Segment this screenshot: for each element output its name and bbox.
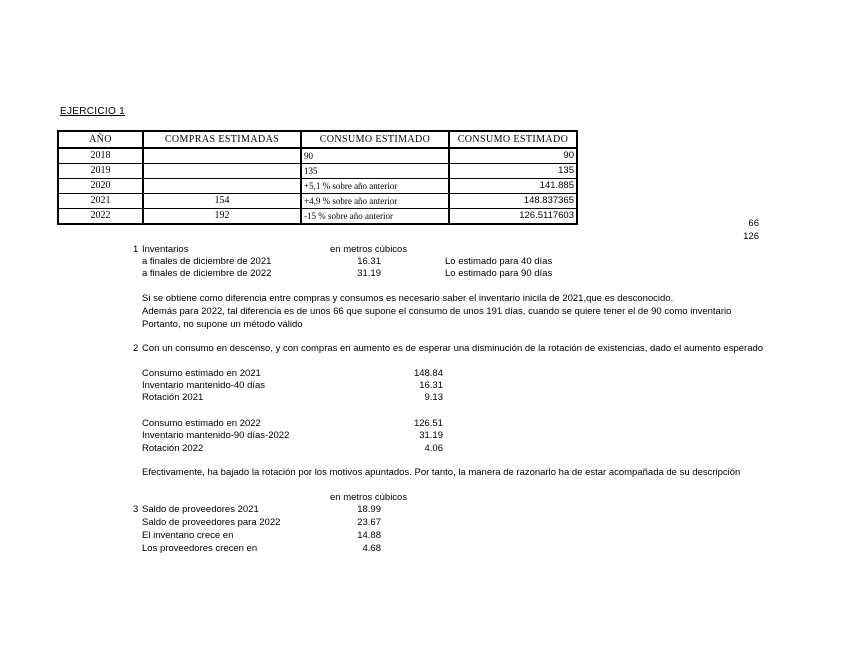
paragraph: Portanto, no supone un método válido — [142, 319, 303, 330]
rotation-row-label: Inventario mantenido-40 días — [142, 380, 266, 391]
inventory-row-value: 16.31 — [357, 256, 381, 267]
supplier-row-label: Saldo de proveedores 2021 — [142, 504, 259, 515]
inventory-label: Inventarios — [142, 244, 189, 255]
cell-year: 2020 — [58, 179, 143, 194]
cell-year: 2022 — [58, 209, 143, 225]
cell-consumption-text: +5,1 % sobre año anterior — [301, 179, 449, 194]
section2-conclusion: Efectivamente, ha bajado la rotación por los motivos apuntados. Por tanto, la manera de razonarlo ha de estar acompañada de su descripción — [142, 467, 741, 478]
supplier-row-value: 23.67 — [357, 517, 381, 528]
rotation-row-value: 126.51 — [413, 418, 443, 429]
side-value: 66 — [748, 218, 759, 229]
supplier-row-value: 14.88 — [357, 530, 381, 541]
inventory-row-note: Lo estimado para 40 días — [445, 256, 553, 267]
table-row — [58, 148, 577, 164]
exercise-title: EJERCICIO 1 — [60, 106, 125, 117]
cell-purchases — [143, 148, 301, 164]
inventory-row-label: a finales de diciembre de 2022 — [142, 268, 272, 279]
cell-year: 2021 — [58, 194, 143, 209]
supplier-row-value: 18.99 — [357, 504, 381, 515]
unit-header: en metros cúbicos — [330, 244, 408, 255]
cell-purchases — [143, 164, 301, 179]
table-row — [58, 164, 577, 179]
rotation-row-label: Inventario mantenido-90 días-2022 — [142, 430, 290, 441]
cell-consumption-text: -15 % sobre año anterior — [301, 209, 449, 225]
paragraph: Si se obtiene como diferencia entre compras y consumos es necesario saber el inventario inicila de 2021,que es desconocido. — [142, 293, 674, 304]
rotation-row-value: 31.19 — [419, 430, 443, 441]
header-purchases: COMPRAS ESTIMADAS — [143, 131, 301, 148]
inventory-row-note: Lo estimado para 90 días — [445, 268, 553, 279]
cell-year: 2018 — [58, 148, 143, 164]
paragraph: Además para 2022, tal diferencia es de unos 66 que supone el consumo de unos 191 días, cuando se quiere tener el de 90 como inventario — [142, 306, 732, 317]
unit-header: en metros cúbicos — [330, 492, 408, 503]
header-year: AÑO — [58, 131, 143, 148]
cell-consumption-value: 126.5117603 — [449, 209, 577, 225]
rotation-row-value: 9.13 — [424, 392, 443, 403]
inventory-row-value: 31.19 — [357, 268, 381, 279]
cell-consumption-text: +4,9 % sobre año anterior — [301, 194, 449, 209]
supplier-row-label: Los proveedores crecen en — [142, 543, 258, 554]
estimates-table — [57, 130, 578, 225]
table-row — [58, 194, 577, 209]
table-row — [58, 209, 577, 225]
cell-year: 2019 — [58, 164, 143, 179]
header-consumption-value: CONSUMO ESTIMADO — [449, 131, 577, 148]
supplier-row-value: 4.68 — [362, 543, 381, 554]
header-consumption-text: CONSUMO ESTIMADO — [301, 131, 449, 148]
rotation-row-value: 148.84 — [413, 368, 443, 379]
cell-consumption-value: 90 — [449, 148, 577, 164]
cell-purchases: 192 — [143, 209, 301, 225]
supplier-row-label: El inventario crece en — [142, 530, 234, 541]
cell-consumption-value: 148.837365 — [449, 194, 577, 209]
side-value: 126 — [743, 231, 759, 242]
section-number: 3 — [133, 504, 139, 515]
cell-consumption-value: 141.885 — [449, 179, 577, 194]
rotation-row-label: Rotación 2021 — [142, 392, 204, 403]
table-row — [58, 179, 577, 194]
rotation-row-label: Consumo estimado en 2021 — [142, 368, 261, 379]
cell-purchases — [143, 179, 301, 194]
rotation-row-label: Rotación 2022 — [142, 443, 204, 454]
rotation-row-label: Consumo estimado en 2022 — [142, 418, 261, 429]
section-number: 1 — [133, 244, 139, 255]
rotation-row-value: 16.31 — [419, 380, 443, 391]
section-number: 2 — [133, 343, 139, 354]
cell-consumption-text: 135 — [301, 164, 449, 179]
rotation-row-value: 4.06 — [424, 443, 443, 454]
cell-consumption-value: 135 — [449, 164, 577, 179]
supplier-row-label: Saldo de proveedores para 2022 — [142, 517, 281, 528]
section2-intro: Con un consumo en descenso, y con compras en aumento es de esperar una disminución de la rotación de existencias, dado el aumento esperado — [142, 343, 764, 354]
cell-consumption-text: 90 — [301, 148, 449, 164]
cell-purchases: 154 — [143, 194, 301, 209]
table-header-row — [58, 131, 577, 148]
inventory-row-label: a finales de diciembre de 2021 — [142, 256, 272, 267]
